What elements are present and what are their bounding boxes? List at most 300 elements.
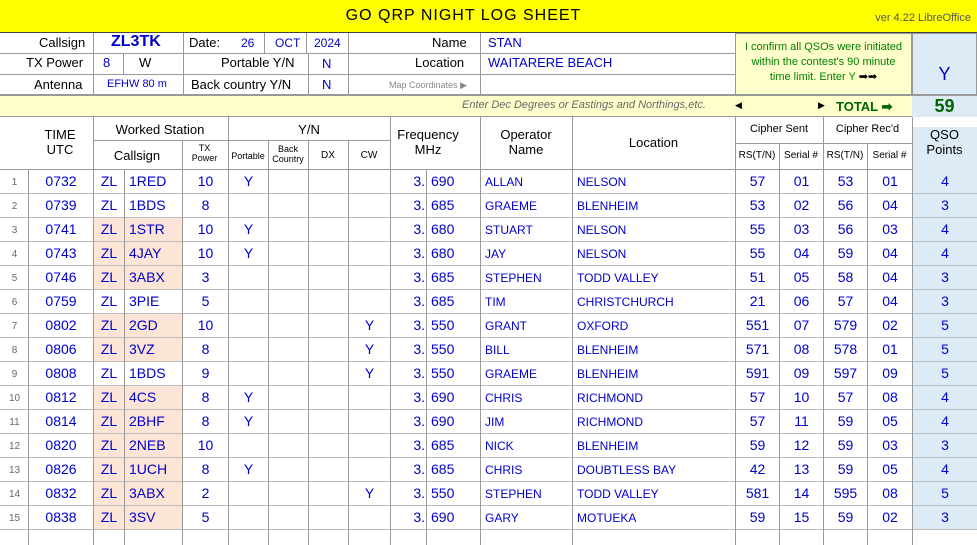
cell-sr[interactable]: 01	[882, 173, 898, 189]
cell-sr[interactable]: 04	[882, 197, 898, 213]
table-row	[0, 386, 977, 410]
cell-n: 2	[11, 201, 18, 212]
cell-call[interactable]: 1BDS	[129, 197, 166, 213]
station-location-value[interactable]: WAITARERE BEACH	[488, 55, 613, 70]
cell-pfx[interactable]: ZL	[94, 266, 124, 289]
total-label: TOTAL ➡	[836, 99, 893, 114]
cell-op[interactable]: GRAEME	[485, 367, 538, 381]
table-row	[0, 482, 977, 506]
cell-pts: 5	[913, 314, 977, 337]
cell-n: 14	[8, 489, 21, 500]
cell-fkhz[interactable]: 690	[431, 413, 455, 429]
cell-rr[interactable]: 59	[837, 413, 854, 429]
cell-op[interactable]: STUART	[485, 223, 533, 237]
cell-pts: 5	[913, 338, 977, 361]
cell-back[interactable]	[269, 434, 308, 457]
cell-fmhz[interactable]: 3.	[413, 461, 425, 477]
cell-op[interactable]: CHRIS	[485, 463, 523, 477]
cell-time[interactable]: 0802	[45, 317, 77, 333]
cell-op[interactable]: BILL	[485, 343, 510, 357]
cell-call[interactable]: 3ABX	[125, 482, 182, 505]
cell-fmhz[interactable]: 3.	[413, 245, 425, 261]
cell-rs[interactable]: 57	[749, 173, 766, 189]
cell-rr[interactable]: 57	[837, 293, 854, 309]
cell-ss[interactable]: 01	[793, 173, 810, 189]
cell-dx[interactable]	[309, 506, 348, 529]
cell-loc[interactable]: NELSON	[577, 175, 627, 189]
cell-call[interactable]: 2GD	[125, 314, 182, 337]
header-dx: DX	[321, 150, 335, 161]
cell-call[interactable]: 3SV	[125, 506, 182, 529]
cell-sr[interactable]: 08	[882, 485, 898, 501]
cell-port[interactable]	[229, 314, 268, 337]
cell-rr[interactable]: 579	[833, 317, 858, 333]
cell-dx[interactable]	[309, 362, 348, 385]
location-label: Location	[415, 55, 465, 70]
date-day[interactable]: 26	[241, 36, 255, 50]
cell-sr[interactable]: 01	[882, 341, 898, 357]
cell-rr[interactable]: 56	[837, 221, 854, 237]
cell-rs[interactable]: 571	[745, 341, 770, 357]
cell-fmhz[interactable]: 3.	[413, 293, 425, 309]
cell-rr[interactable]: 59	[837, 509, 854, 525]
cell-back[interactable]	[269, 290, 308, 313]
cell-op[interactable]: GARY	[485, 511, 519, 525]
cell-loc[interactable]: BLENHEIM	[577, 343, 639, 357]
cell-call[interactable]: 3ABX	[125, 266, 182, 289]
date-month[interactable]: OCT	[275, 36, 301, 50]
cell-pfx[interactable]: ZL	[94, 434, 124, 457]
confirm-line-2: within the contest's 90 minute	[751, 56, 896, 68]
date-year[interactable]: 2024	[314, 36, 341, 50]
cell-rr[interactable]: 56	[837, 197, 854, 213]
cell-n: 15	[8, 513, 21, 524]
cell-rr[interactable]: 59	[837, 245, 854, 261]
cell-cw[interactable]	[349, 410, 390, 433]
cell-rr[interactable]: 59	[837, 461, 854, 477]
cell-fmhz[interactable]: 3.	[413, 437, 425, 453]
cell-back[interactable]	[269, 218, 308, 241]
map-coordinates-label: Map Coordinates ▶	[389, 80, 467, 90]
confirm-y-value: Y	[938, 64, 951, 84]
cell-rr[interactable]: 59	[837, 437, 854, 453]
table-row	[0, 362, 977, 386]
cell-fkhz[interactable]: 550	[431, 341, 455, 357]
cell-fmhz[interactable]: 3.	[413, 365, 425, 381]
cell-ss[interactable]: 06	[793, 293, 810, 309]
cell-sr[interactable]: 03	[882, 221, 898, 237]
cell-cw[interactable]: Y	[364, 341, 375, 357]
cell-cw[interactable]	[349, 194, 390, 217]
cell-loc[interactable]: BLENHEIM	[577, 199, 639, 213]
cell-fkhz[interactable]: 680	[431, 221, 455, 237]
cell-pfx[interactable]: ZL	[100, 173, 118, 189]
cell-pfx[interactable]: ZL	[100, 197, 118, 213]
cell-n: 12	[8, 441, 21, 452]
cell-ss[interactable]: 10	[793, 389, 810, 405]
cell-fkhz[interactable]: 550	[431, 365, 455, 381]
header-worked-station: Worked Station	[115, 122, 205, 137]
cell-loc[interactable]: RICHMOND	[577, 415, 643, 429]
cell-pfx[interactable]: ZL	[94, 338, 124, 361]
cell-dx[interactable]	[309, 242, 348, 265]
cell-pts: 3	[913, 506, 977, 529]
cell-loc[interactable]: TODD VALLEY	[577, 271, 659, 285]
cell-pfx[interactable]: ZL	[100, 293, 118, 309]
cell-cw[interactable]: Y	[364, 485, 375, 501]
cell-loc[interactable]: NELSON	[577, 223, 627, 237]
cell-cw[interactable]	[349, 266, 390, 289]
cell-port[interactable]	[229, 266, 268, 289]
cell-rs[interactable]: 59	[749, 509, 766, 525]
cell-fkhz[interactable]: 690	[431, 509, 455, 525]
cell-cw[interactable]	[349, 242, 390, 265]
callsign-value[interactable]: ZL3TK	[111, 33, 161, 50]
cell-fmhz[interactable]: 3.	[413, 221, 425, 237]
table-row	[0, 314, 977, 338]
cell-call[interactable]: 2NEB	[125, 434, 182, 457]
cell-cw[interactable]	[349, 386, 390, 409]
cell-cw[interactable]	[349, 434, 390, 457]
cell-loc[interactable]: RICHMOND	[577, 391, 643, 405]
cell-pwr[interactable]: 8	[201, 413, 210, 429]
cell-ss[interactable]: 02	[793, 197, 810, 213]
cell-call[interactable]: 4JAY	[125, 242, 182, 265]
cell-ss[interactable]: 14	[793, 485, 810, 501]
header-serial-recd: Serial #	[872, 150, 907, 161]
cell-time[interactable]: 0743	[45, 245, 77, 261]
station-info	[0, 33, 735, 95]
cell-rs[interactable]: 551	[745, 317, 770, 333]
cell-sr[interactable]: 04	[882, 293, 898, 309]
cell-ss[interactable]: 05	[793, 269, 810, 285]
cell-dx[interactable]	[309, 434, 348, 457]
cell-call[interactable]: 2BHF	[125, 410, 182, 433]
cell-port[interactable]	[229, 434, 268, 457]
cell-back[interactable]	[269, 314, 308, 337]
cell-ss[interactable]: 03	[793, 221, 810, 237]
cell-rs[interactable]: 591	[745, 365, 770, 381]
cell-fmhz[interactable]: 3.	[413, 317, 425, 333]
cell-loc[interactable]: OXFORD	[577, 319, 629, 333]
operator-name-value[interactable]: STAN	[488, 35, 522, 50]
cell-pfx[interactable]: ZL	[94, 482, 124, 505]
cell-op[interactable]: CHRIS	[485, 391, 523, 405]
cell-ss[interactable]: 09	[793, 365, 810, 381]
cell-time[interactable]: 0808	[45, 365, 77, 381]
cell-sr[interactable]: 03	[882, 437, 898, 453]
antenna-value[interactable]: EFHW 80 m	[107, 78, 167, 90]
cell-pts: 4	[913, 410, 977, 433]
cell-time[interactable]: 0741	[45, 221, 77, 237]
cell-rr[interactable]: 578	[833, 341, 858, 357]
cell-cw[interactable]	[349, 170, 390, 193]
cell-pfx[interactable]: ZL	[94, 314, 124, 337]
cell-dx[interactable]	[309, 338, 348, 361]
cell-rs[interactable]: 42	[749, 461, 766, 477]
sheet-title: GO QRP NIGHT LOG SHEET	[345, 7, 582, 24]
cell-pwr[interactable]: 10	[197, 173, 214, 189]
cell-time[interactable]: 0739	[45, 197, 77, 213]
cell-ss[interactable]: 12	[793, 437, 810, 453]
cell-time[interactable]: 0820	[45, 437, 77, 453]
header-portable: Portable	[231, 151, 265, 161]
cell-pwr[interactable]: 5	[201, 293, 210, 309]
cell-port[interactable]: Y	[243, 173, 254, 189]
cell-pwr[interactable]: 2	[201, 485, 210, 501]
cell-fkhz[interactable]: 690	[431, 389, 455, 405]
cell-cw[interactable]	[349, 218, 390, 241]
cell-rr[interactable]: 57	[837, 389, 854, 405]
cell-n: 7	[11, 321, 18, 332]
cell-time[interactable]: 0826	[45, 461, 77, 477]
header-callsign: Callsign	[113, 148, 161, 163]
cell-fmhz[interactable]: 3.	[413, 269, 425, 285]
cell-pfx[interactable]: ZL	[94, 218, 124, 241]
cell-back[interactable]	[269, 410, 308, 433]
cell-rs[interactable]: 581	[745, 485, 770, 501]
cell-sr[interactable]: 05	[882, 461, 898, 477]
cell-dx[interactable]	[309, 482, 348, 505]
cell-op[interactable]: STEPHEN	[485, 271, 542, 285]
cell-sr[interactable]: 04	[882, 269, 898, 285]
cell-time[interactable]: 0814	[45, 413, 77, 429]
cell-dx[interactable]	[309, 410, 348, 433]
cell-back[interactable]	[269, 194, 308, 217]
cell-fmhz[interactable]: 3.	[413, 389, 425, 405]
cell-op[interactable]: GRANT	[485, 319, 527, 333]
cell-op[interactable]: TIM	[485, 295, 506, 309]
confirm-y-cell[interactable]	[912, 33, 977, 95]
left-arrow-icon: ◀	[735, 100, 742, 110]
cell-port[interactable]: Y	[243, 461, 254, 477]
antenna-label: Antenna	[34, 77, 83, 92]
cell-ss[interactable]: 04	[793, 245, 810, 261]
cell-ss[interactable]: 07	[793, 317, 810, 333]
cell-port[interactable]: Y	[243, 413, 254, 429]
tx-power-value[interactable]: 8	[103, 55, 111, 70]
cell-loc[interactable]: MOTUEKA	[577, 511, 637, 525]
cell-pts: 4	[913, 218, 977, 241]
cell-loc[interactable]: TODD VALLEY	[577, 487, 659, 501]
cell-port[interactable]	[229, 290, 268, 313]
cell-rs[interactable]: 51	[749, 269, 766, 285]
cell-ss[interactable]: 15	[793, 509, 810, 525]
cell-pfx[interactable]: ZL	[94, 458, 124, 481]
cell-pts: 5	[913, 362, 977, 385]
cell-fkhz[interactable]: 680	[431, 245, 455, 261]
cell-port[interactable]	[229, 362, 268, 385]
cell-rs[interactable]: 59	[749, 437, 766, 453]
arrow-right-icon: ▶	[460, 80, 467, 90]
cell-pfx[interactable]: ZL	[94, 410, 124, 433]
cell-pwr[interactable]: 8	[201, 341, 210, 357]
cell-op[interactable]: NICK	[485, 439, 514, 453]
cell-sr[interactable]: 04	[882, 245, 898, 261]
cell-back[interactable]	[269, 362, 308, 385]
cell-back[interactable]	[269, 170, 308, 193]
cell-rr[interactable]: 597	[833, 365, 858, 381]
cell-cw[interactable]	[349, 458, 390, 481]
cell-op[interactable]: JIM	[485, 415, 505, 429]
cell-time[interactable]: 0806	[45, 341, 77, 357]
cell-time[interactable]: 0759	[45, 293, 77, 309]
cell-cw[interactable]: Y	[364, 317, 375, 333]
cell-fkhz[interactable]: 685	[431, 197, 455, 213]
cell-fkhz[interactable]: 550	[431, 317, 455, 333]
table-row	[0, 458, 977, 482]
cell-back[interactable]	[269, 266, 308, 289]
cell-port[interactable]: Y	[243, 221, 254, 237]
cell-pwr[interactable]: 9	[201, 365, 210, 381]
cell-dx[interactable]	[309, 218, 348, 241]
double-arrow-icon: ➡➡	[858, 71, 878, 83]
cell-sr[interactable]: 05	[882, 413, 898, 429]
cell-fmhz[interactable]: 3.	[413, 341, 425, 357]
cell-dx[interactable]	[309, 194, 348, 217]
cell-port[interactable]	[229, 338, 268, 361]
header-yn: Y/N	[298, 122, 320, 137]
log-table	[0, 117, 977, 545]
cell-back[interactable]	[269, 338, 308, 361]
cell-cw[interactable]: Y	[364, 365, 375, 381]
cell-rr[interactable]: 53	[837, 173, 854, 189]
cell-pts: 5	[913, 482, 977, 505]
cell-ss[interactable]: 13	[793, 461, 810, 477]
cell-n: 10	[8, 393, 21, 404]
cell-call[interactable]: 1UCH	[125, 458, 182, 481]
cell-pwr[interactable]: 10	[197, 245, 214, 261]
cell-pwr[interactable]: 5	[201, 509, 210, 525]
cell-time[interactable]: 0838	[45, 509, 77, 525]
cell-call[interactable]: 1BDS	[129, 365, 166, 381]
header-location: Location	[628, 135, 679, 150]
cell-loc[interactable]: BLENHEIM	[577, 367, 639, 381]
cell-sr[interactable]: 02	[882, 317, 898, 333]
cell-time[interactable]: 0746	[45, 269, 77, 285]
cell-op[interactable]: GRAEME	[485, 199, 538, 213]
cell-call[interactable]: 4CS	[125, 386, 182, 409]
cell-call[interactable]: 3VZ	[125, 338, 182, 361]
cell-pts: 3	[913, 266, 977, 289]
cell-pwr[interactable]: 8	[201, 197, 210, 213]
cell-op[interactable]: STEPHEN	[485, 487, 542, 501]
header-frequency: Frequency MHz	[397, 127, 459, 157]
cell-rr[interactable]: 58	[837, 269, 854, 285]
cell-cw[interactable]	[349, 290, 390, 313]
cell-port[interactable]	[229, 482, 268, 505]
cell-loc[interactable]: NELSON	[577, 247, 627, 261]
cell-pwr[interactable]: 3	[201, 269, 210, 285]
cell-dx[interactable]	[309, 314, 348, 337]
cell-pfx[interactable]: ZL	[94, 386, 124, 409]
table-row	[0, 218, 977, 242]
cell-fkhz[interactable]: 690	[431, 173, 455, 189]
cell-pwr[interactable]: 8	[201, 389, 210, 405]
cell-sr[interactable]: 02	[882, 509, 898, 525]
cell-call[interactable]: 1RED	[129, 173, 167, 189]
cell-fmhz[interactable]: 3.	[413, 173, 425, 189]
cell-sr[interactable]: 09	[882, 365, 898, 381]
cell-back[interactable]	[269, 386, 308, 409]
cell-fkhz[interactable]: 685	[431, 461, 455, 477]
cell-pwr[interactable]: 10	[197, 317, 214, 333]
cell-time[interactable]: 0812	[45, 389, 77, 405]
cell-call[interactable]: 3PIE	[129, 293, 160, 309]
cell-dx[interactable]	[309, 266, 348, 289]
cell-dx[interactable]	[309, 290, 348, 313]
cell-rs[interactable]: 55	[749, 245, 766, 261]
cell-time[interactable]: 0732	[45, 173, 77, 189]
cell-fkhz[interactable]: 685	[431, 437, 455, 453]
cell-port[interactable]	[229, 506, 268, 529]
cell-loc[interactable]: DOUBTLESS BAY	[577, 463, 677, 477]
table-row	[0, 242, 977, 266]
cell-op[interactable]: ALLAN	[485, 175, 524, 189]
cell-pwr[interactable]: 10	[197, 221, 214, 237]
portable-value[interactable]: N	[322, 56, 332, 71]
cell-rs[interactable]: 21	[749, 293, 766, 309]
cell-port[interactable]: Y	[243, 245, 254, 261]
cell-rs[interactable]: 57	[749, 389, 766, 405]
cell-dx[interactable]	[309, 386, 348, 409]
cell-dx[interactable]	[309, 170, 348, 193]
cell-fmhz[interactable]: 3.	[413, 485, 425, 501]
cell-fkhz[interactable]: 685	[431, 269, 455, 285]
cell-sr[interactable]: 08	[882, 389, 898, 405]
cell-op[interactable]: JAY	[485, 247, 507, 261]
confirm-line-1: I confirm all QSOs were initiated	[744, 41, 903, 53]
cell-pwr[interactable]: 10	[197, 437, 214, 453]
cell-port[interactable]	[229, 194, 268, 217]
cell-call[interactable]: 1STR	[125, 218, 182, 241]
table-row	[0, 434, 977, 458]
cell-pwr[interactable]: 8	[201, 461, 210, 477]
cell-n: 11	[9, 417, 20, 428]
cell-rr[interactable]: 595	[833, 485, 858, 501]
cell-back[interactable]	[269, 458, 308, 481]
portable-label: Portable Y/N	[221, 55, 295, 70]
cell-rs[interactable]: 57	[749, 413, 766, 429]
cell-back[interactable]	[269, 242, 308, 265]
cell-ss[interactable]: 11	[794, 413, 809, 429]
cell-port[interactable]: Y	[243, 389, 254, 405]
cell-fmhz[interactable]: 3.	[413, 197, 425, 213]
cell-rs[interactable]: 53	[749, 197, 766, 213]
cell-fkhz[interactable]: 685	[431, 293, 455, 309]
cell-pfx[interactable]: ZL	[100, 365, 118, 381]
cell-pfx[interactable]: ZL	[94, 506, 124, 529]
back-country-label: Back country Y/N	[191, 77, 292, 92]
table-row	[0, 506, 977, 530]
cell-time[interactable]: 0832	[45, 485, 77, 501]
cell-dx[interactable]	[309, 458, 348, 481]
cell-loc[interactable]: BLENHEIM	[577, 439, 639, 453]
cell-back[interactable]	[269, 482, 308, 505]
cell-cw[interactable]	[349, 506, 390, 529]
cell-loc[interactable]: CHRISTCHURCH	[577, 295, 674, 309]
back-country-value[interactable]: N	[322, 77, 332, 92]
cell-back[interactable]	[269, 506, 308, 529]
cell-n: 5	[11, 273, 18, 284]
cell-fmhz[interactable]: 3.	[413, 413, 425, 429]
cell-pfx[interactable]: ZL	[94, 242, 124, 265]
cell-rs[interactable]: 55	[749, 221, 766, 237]
cell-fmhz[interactable]: 3.	[413, 509, 425, 525]
header-cipher-recd: Cipher Rec'd	[835, 123, 900, 135]
cell-fkhz[interactable]: 550	[431, 485, 455, 501]
cell-ss[interactable]: 08	[793, 341, 810, 357]
